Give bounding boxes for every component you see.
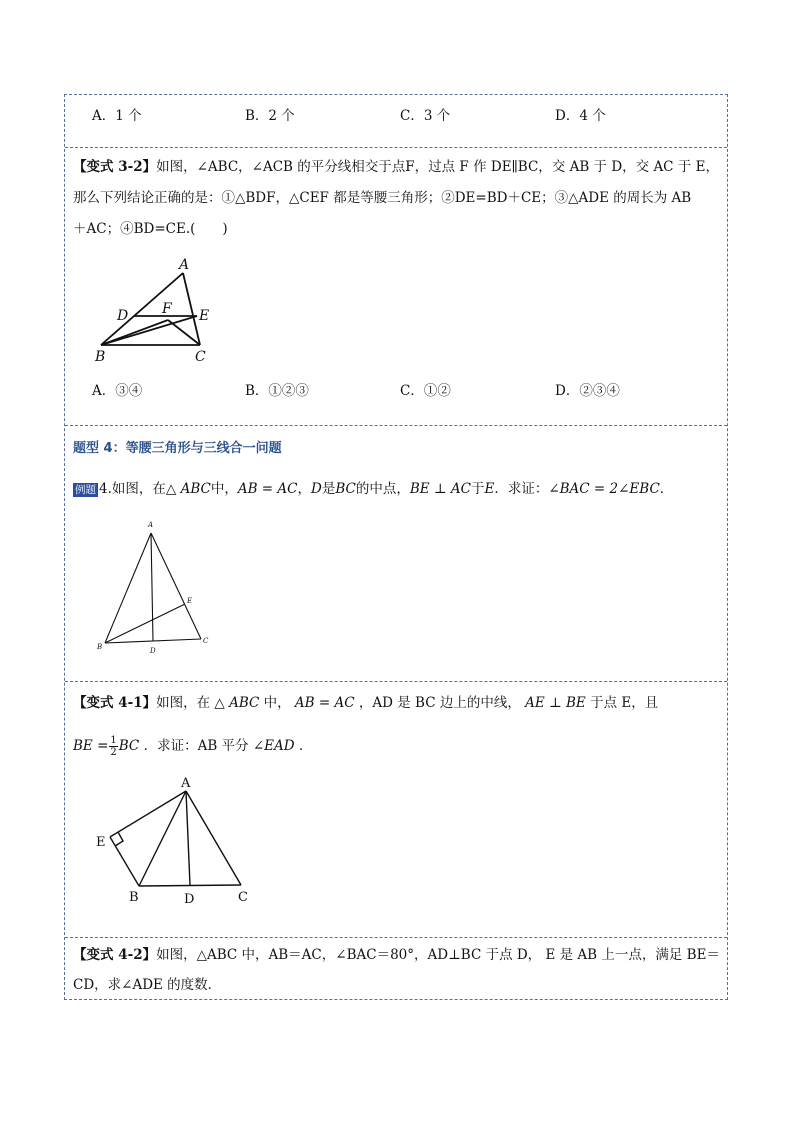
question-text: 如图，△ABC 中，AB＝AC，∠BAC＝80°，AD⊥BC 于点 D， E 是 AB 上一点，满足 BE＝ xyxy=(156,947,720,963)
segment-ab xyxy=(105,533,151,643)
text: ．求证：AB 平分 xyxy=(139,738,253,754)
option-a[interactable]: A．1 个 xyxy=(92,108,142,124)
text: 如图，在 xyxy=(111,481,166,497)
segment-eb xyxy=(110,837,139,886)
label-e: E xyxy=(187,597,193,605)
math-expr: AB = AC xyxy=(237,481,298,497)
option-b[interactable]: B．①②③ xyxy=(245,383,309,399)
variant-tag: 【变式 4-2】 xyxy=(73,947,157,963)
example-number: 4. xyxy=(99,481,112,497)
label-d: D xyxy=(184,892,195,907)
label-f: F xyxy=(162,301,172,317)
math-expr: BC xyxy=(118,738,140,754)
math-expr: BE = xyxy=(73,738,109,754)
label-c: C xyxy=(203,637,209,645)
math-expr: ∠BAC = 2∠EBC xyxy=(548,481,660,497)
numerator: 1 xyxy=(110,735,117,746)
label-e: E xyxy=(96,835,106,850)
segment-ac xyxy=(186,791,241,885)
variant-4-1-line1 xyxy=(73,693,721,713)
variant-4-1-line2 xyxy=(73,733,721,759)
segment-ad xyxy=(186,791,190,885)
math-expr: AE ⊥ BE xyxy=(525,695,586,711)
text: 如图，在 xyxy=(156,695,215,711)
label-a: A xyxy=(179,257,190,273)
math-expr: ∠EAD xyxy=(252,738,295,754)
right-angle-mark xyxy=(115,832,123,846)
section-heading: 题型 4：等腰三角形与三线合一问题 xyxy=(73,441,282,456)
label-c: C xyxy=(195,349,206,365)
label-a: A xyxy=(148,521,154,529)
option-c[interactable]: C．3 个 xyxy=(400,108,451,124)
math-expr: △ ABC xyxy=(165,481,211,497)
math-expr: AB = AC xyxy=(294,695,355,711)
text: 于 xyxy=(470,481,485,497)
variant-3-2-line2: 那么下列结论正确的是：①△BDF，△CEF 都是等腰三角形；②DE=BD＋CE；③△ADE 的周长为 AB xyxy=(73,190,692,206)
label-b: B xyxy=(129,890,139,905)
text: ， xyxy=(297,481,311,497)
fraction-one-half xyxy=(109,735,117,758)
text: 是 xyxy=(321,481,336,497)
label-d: D xyxy=(150,647,156,655)
triangle-figure-aed xyxy=(93,775,263,907)
label-d: D xyxy=(117,308,129,324)
text: ． xyxy=(294,738,313,754)
option-a[interactable]: A．③④ xyxy=(92,383,143,399)
math-expr: △ ABC xyxy=(214,695,260,711)
segment-be xyxy=(105,604,185,643)
label-c: C xyxy=(238,890,248,905)
divider xyxy=(65,681,727,682)
label-b: B xyxy=(95,349,106,365)
divider xyxy=(65,425,727,426)
text: 于点 E，且 xyxy=(585,695,659,711)
question-text: 如图，∠ABC，∠ACB 的平分线相交于点F，过点 F 作 DE∥BC，交 AB 于 D，交 AC 于 E， xyxy=(156,159,719,175)
divider xyxy=(65,147,727,148)
label-b: B xyxy=(97,643,103,651)
text: ．求证： xyxy=(494,481,549,497)
denominator: 2 xyxy=(110,747,117,758)
variant-4-2-line2: CD，求∠ADE 的度数． xyxy=(73,977,222,993)
text: 中， xyxy=(210,481,238,497)
problem-frame xyxy=(64,94,728,1000)
option-d[interactable]: D．4 个 xyxy=(555,108,606,124)
option-c[interactable]: C．①② xyxy=(400,383,451,399)
example-4-line xyxy=(73,479,721,499)
variant-3-2-line3: ＋AC；④BD=CE.( ) xyxy=(73,221,228,237)
segment-bc xyxy=(139,885,241,886)
segment-bf xyxy=(101,320,168,345)
divider xyxy=(65,937,727,938)
variant-tag: 【变式 3-2】 xyxy=(73,159,157,175)
text: 中， xyxy=(259,695,295,711)
option-d[interactable]: D．②③④ xyxy=(555,383,620,399)
label-a: A xyxy=(181,776,191,791)
text: ，AD 是 BC 边上的中线， xyxy=(354,695,526,711)
option-b[interactable]: B．2 个 xyxy=(245,108,295,124)
triangle-figure-bec xyxy=(93,515,218,655)
variant-4-2-line1 xyxy=(73,945,721,965)
segment-ad xyxy=(151,533,153,641)
math-expr: BE ⊥ AC xyxy=(409,481,471,497)
label-e: E xyxy=(199,308,210,324)
variant-tag: 【变式 4-1】 xyxy=(73,695,157,711)
text: ． xyxy=(659,481,674,497)
segment-ac xyxy=(151,533,201,639)
math-expr: E xyxy=(484,481,495,497)
triangle-figure-def xyxy=(93,255,218,365)
math-expr: BC xyxy=(335,481,356,497)
math-expr: D xyxy=(310,481,322,497)
text: 的中点， xyxy=(355,481,410,497)
variant-3-2-line1 xyxy=(73,157,721,177)
example-tag: 例题 xyxy=(75,484,96,496)
